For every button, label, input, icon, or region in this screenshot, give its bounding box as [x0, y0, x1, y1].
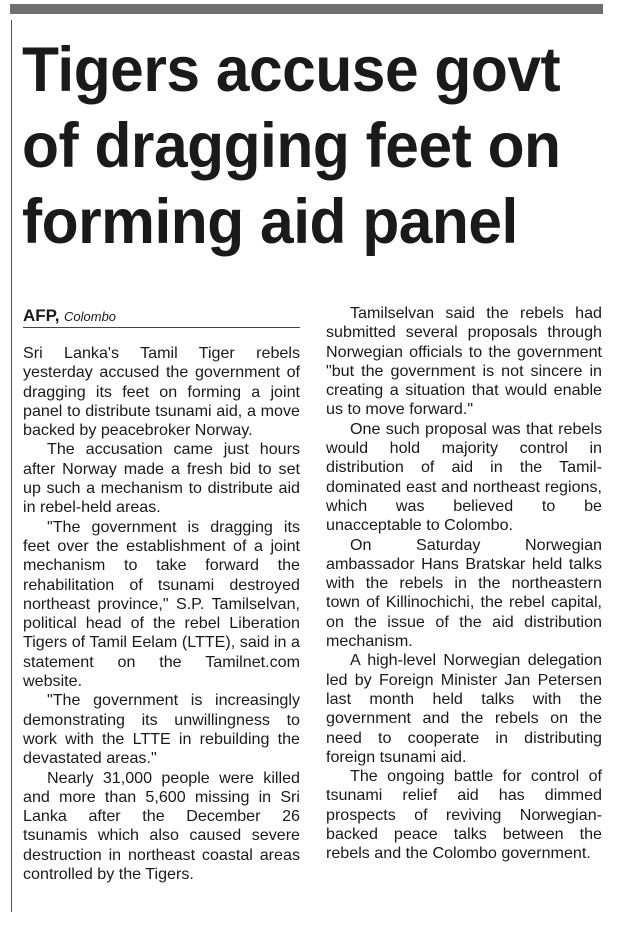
article-paragraph: The ongoing battle for control of tsunami relief aid has dimmed prospects of reviving Norwegian-backed peace talks between the rebels and the Colombo government.	[326, 767, 602, 863]
headline-line-3: forming aid panel	[22, 187, 518, 257]
article-paragraph: Nearly 31,000 people were killed and more than 5,600 missing in Sri Lanka after the December 26 tsunamis which also caused severe destruction in northeast coastal areas controlled by the Tigers.	[23, 768, 300, 884]
article-paragraph: "The government is increasingly demonstrating its unwillingness to work with the LTTE in rebuilding the devastated areas."	[23, 691, 300, 768]
headline	[22, 32, 598, 260]
byline-location: Colombo	[64, 309, 117, 324]
article-column-1	[23, 344, 300, 884]
byline	[23, 305, 300, 328]
article-paragraph: On Saturday Norwegian ambassador Hans Bratskar held talks with the rebels in the northeastern town of Killinochichi, the rebel capital, on the issue of the aid distribution mechanism.	[326, 535, 602, 651]
headline-line-2: of dragging feet on	[22, 111, 561, 181]
article-paragraph: One such proposal was that rebels would hold majority control in distribution of aid in the Tamil-dominated east and northeast regions, which was believed to be unacceptable to Colombo.	[326, 419, 602, 535]
byline-agency: AFP,	[23, 306, 60, 325]
left-column-rule	[11, 20, 12, 912]
top-rule-bar	[10, 4, 603, 14]
article-paragraph: Sri Lanka's Tamil Tiger rebels yesterday accused the government of dragging its feet on forming a joint panel to distribute tsunami aid, a move backed by peacebroker Norway.	[23, 344, 300, 440]
article-paragraph: "The government is dragging its feet over the establishment of a joint mechanism to take forward the rehabilitation of tsunami destroyed northeast province," S.P. Tamilselvan, political head of the rebel Liberation Tigers of Tamil Eelam (LTTE), said in a statement on the Tamilnet.com website.	[23, 517, 300, 691]
article-paragraph: A high-level Norwegian delegation led by Foreign Minister Jan Petersen last month held talks with the government and the rebels on the need to cooperate in distributing foreign tsunami aid.	[326, 651, 602, 766]
article-column-2	[326, 304, 602, 864]
headline-line-1: Tigers accuse govt	[22, 35, 561, 105]
article-paragraph: The accusation came just hours after Norway made a fresh bid to set up such a mechanism to distribute aid in rebel-held areas.	[23, 440, 300, 517]
article-paragraph: Tamilselvan said the rebels had submitted several proposals through Norwegian officials to the government "but the government is not sincere in creating a situation that would enable us to move forward."	[326, 304, 602, 419]
